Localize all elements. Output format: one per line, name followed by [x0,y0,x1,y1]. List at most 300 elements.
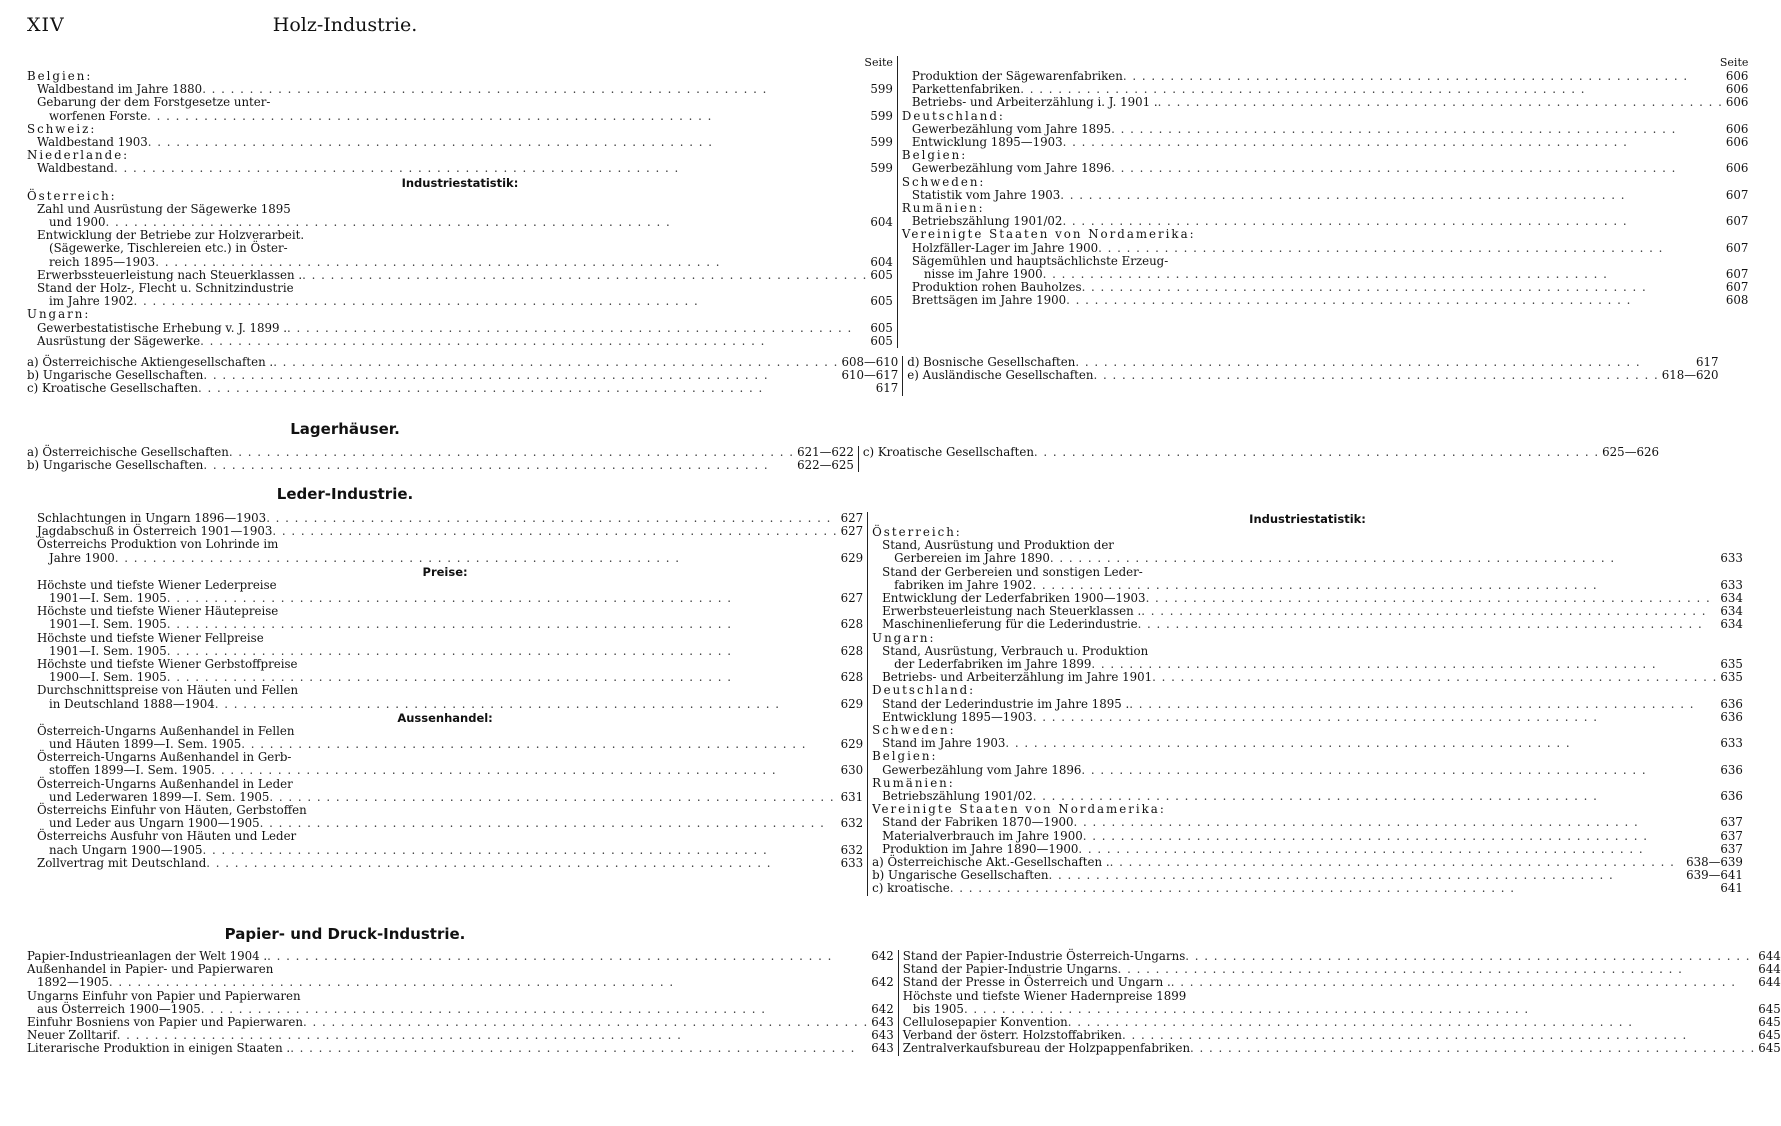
leader-dots [1033,711,1718,724]
page-ref: 634 [1720,617,1743,632]
page-ref: 606 [1725,135,1749,150]
entry-text: Gewerbezählung vom Jahre 1896 [911,161,1112,176]
page-ref: 632 [840,816,864,831]
index-entry [872,882,1743,895]
leader-dots [290,1042,868,1055]
country-heading: Deutschland: [901,108,1005,123]
page-ref: 637 [1720,815,1743,830]
entry-text: (Sägewerke, Tischlereien etc.) in Öster- [49,241,288,256]
entry-text: Entwicklung 1895—1903 [882,709,1033,724]
index-entry [902,136,1748,149]
entry-text: d) Bosnische Gesellschaften [907,355,1076,370]
page-ref: 634 [1720,604,1743,619]
entry-text: Höchste und tiefste Wiener Hadernpreise 1899 [902,988,1187,1003]
leader-dots [267,950,868,963]
index-entry [27,242,893,255]
entry-text: Österreichs Ausfuhr von Häuten und Leder [37,829,297,844]
page-ref: 638—639 [1686,855,1743,870]
holz-section [27,56,1749,396]
country-heading: Belgien: [27,69,93,83]
entry-text: b) Ungarische Gesellschaften [27,368,204,383]
entry-text: Erwerbsteuerleistung nach Steuerklassen . [882,604,1142,619]
index-entry [872,566,1743,579]
entry-text: 1900—I. Sem. 1905 [49,670,167,685]
entry-text: der Lederfabriken im Jahre 1899 [894,657,1092,672]
leader-dots [109,976,868,989]
page-ref: 632 [840,842,864,857]
index-entry [27,1042,894,1055]
entry-text: Holzfäller-Lager im Jahre 1900 [911,240,1099,255]
index-entry [27,382,898,395]
page-ref: 643 [871,1041,894,1056]
page-ref: 627 [840,511,864,525]
holz-companies-left [27,356,903,396]
country-heading: Österreich: [27,188,117,203]
page-number: XIV [27,14,65,36]
entry-text: Betriebs- und Arbeiterzählung i. J. 1901 . [911,95,1158,110]
index-entry [872,830,1743,843]
index-entry [27,322,893,335]
entry-text: aus Österreich 1900—1905 [37,1001,201,1016]
entry-text: Entwicklung der Lederfabriken 1900—1903 [882,591,1146,606]
country-heading: Schweiz: [27,121,97,136]
entry-text: Entwicklung 1895—1903 [911,135,1063,150]
page-ref: 633 [1720,551,1743,566]
entry-text: Zentralverkaufsbureau der Holzpappenfabriken [902,1041,1191,1056]
country-heading: Deutschland: [872,683,976,698]
leader-dots [1063,136,1723,149]
page-header [27,14,663,38]
leader-dots [950,882,1718,895]
subsection-heading: Industriestatistik: [1249,512,1366,526]
leder-title: Leder-Industrie. [276,485,414,503]
entry-text: a) Österreichische Akt.-Gesellschaften . [872,855,1110,870]
entry-text: Stand der Lederindustrie im Jahre 1895 . [882,696,1130,711]
lager-title: Lagerhäuser. [290,420,400,438]
lager-section [27,445,1660,473]
entry-text: Gewerbezählung vom Jahre 1896 [882,762,1082,777]
index-entry [27,764,863,777]
leader-dots [1005,737,1717,750]
page-ref: 625—626 [1602,445,1660,459]
entry-text: in Deutschland 1888—1904 [49,696,215,711]
index-entry [902,189,1748,202]
index-entry [27,684,863,697]
entry-text: bis 1905 [912,1001,964,1016]
leader-dots [202,83,867,96]
entry-text: Höchste und tiefste Wiener Fellpreise [37,630,264,645]
entry-text: Produktion der Sägewarenfabriken [911,69,1123,83]
country-heading: Ungarn: [27,307,91,322]
entry-text: c) Kroatische Gesellschaften [862,445,1034,459]
country-heading: Ungarn: [872,630,936,645]
entry-text: Höchste und tiefste Wiener Lederpreise [37,577,277,592]
page-ref: 635 [1720,657,1743,672]
papier-section [27,949,1781,1056]
page-ref: 636 [1720,709,1743,724]
entry-text: Ausrüstung der Sägewerke [37,333,201,348]
page-ref: 637 [1720,828,1743,843]
seite-label: Seite [864,56,893,69]
entry-text: Stand, Ausrüstung, Verbrauch u. Produktion [882,643,1149,658]
entry-text: Materialverbrauch im Jahre 1900 [882,828,1083,843]
page-ref: 606 [1725,82,1749,97]
papier-title: Papier- und Druck-Industrie. [224,925,466,943]
entry-text: Produktion rohen Bauholzes [911,280,1082,295]
index-entry [872,816,1743,829]
leader-dots [148,136,868,149]
index-entry [27,538,863,551]
entry-text: nisse im Jahre 1900 [923,267,1043,282]
leader-dots [206,857,837,870]
entry-text: e) Ausländische Gesellschaften [907,368,1094,383]
index-entry [902,294,1748,307]
leader-dots [147,110,867,123]
entry-text: Zahl und Ausrüstung der Sägewerke 1895 [37,201,291,216]
entry-text: Österreichs Einfuhr von Häuten, Gerbstoffen [37,803,307,818]
index-entry [27,990,894,1003]
leader-dots [1074,816,1718,829]
entry-text: Cellulosepapier Konvention [902,1015,1068,1030]
leader-dots [287,322,867,335]
page-ref: 631 [840,789,864,804]
leader-dots [1190,1042,1755,1055]
page-ref: 635 [1720,670,1743,685]
entry-text: Parkettenfabriken [911,82,1021,97]
entry-text: Ungarns Einfuhr von Papier und Papierwaren [27,988,301,1003]
entry-text: b) Ungarische Gesellschaften [872,868,1049,883]
entry-text: Gebarung der dem Forstgesetze unter- [37,95,271,110]
page-ref: 644 [1758,962,1781,977]
leader-dots [241,738,837,751]
leader-dots [1138,618,1718,631]
leder-right-column [868,512,1743,896]
index-entry [903,1042,1781,1055]
page-ref: 636 [1720,696,1743,711]
page-ref: 599 [870,161,893,176]
entry-text: reich 1895—1903 [49,254,156,269]
index-entry [27,256,893,269]
page-ref: 629 [840,696,864,711]
entry-text: c) kroatische [872,881,950,896]
page-ref: 629 [840,550,864,565]
entry-text: Neuer Zolltarif [27,1028,117,1043]
entry-text: Waldbestand im Jahre 1880 [37,82,203,97]
leader-dots [203,844,838,857]
page-ref: 605 [870,294,893,309]
papier-left-column [27,950,899,1056]
entry-text: Verband der österr. Holzstoffabriken [902,1028,1122,1043]
seite-label: Seite [1719,56,1749,69]
leader-dots [1152,671,1717,684]
entry-text: Schlachtungen in Ungarn 1896—1903 [37,511,267,525]
leader-dots [1111,162,1723,175]
page-ref: 643 [871,1015,894,1030]
page-ref: 642 [871,975,894,990]
page-ref: 636 [1720,789,1743,804]
index-entry [872,618,1743,631]
index-entry [27,844,863,857]
entry-text: 1892—1905 [37,975,109,990]
index-entry [27,96,893,109]
page-ref: 639—641 [1686,868,1743,883]
entry-text: nach Ungarn 1900—1905 [49,842,203,857]
subsection-heading: Aussenhandel: [397,710,493,725]
holz-right-column [898,56,1748,348]
page-title: Holz-Industrie. [272,14,418,36]
page-ref: 645 [1758,1015,1781,1030]
leader-dots [114,162,867,175]
holz-left-column [27,56,898,348]
page-ref: 628 [840,643,864,658]
papier-right-column [899,950,1781,1056]
index-entry [903,976,1781,989]
page-ref: 608—610 [841,355,899,370]
country-heading: Österreich: [872,525,962,539]
leader-dots [133,295,867,308]
country-heading: Schweden: [901,174,986,189]
index-entry [27,830,863,843]
index-entry [872,737,1743,750]
subsection-heading: Preise: [422,564,468,579]
page-ref: 637 [1720,841,1743,856]
index-entry [863,446,1659,459]
entry-text: c) Kroatische Gesellschaften [27,381,199,396]
index-entry [902,162,1748,175]
index-entry [902,242,1748,255]
index-entry [872,671,1743,684]
entry-text: Höchste und tiefste Wiener Häutepreise [37,604,279,619]
country-heading: Vereinigte Staaten von Nordamerika: [872,802,1166,817]
page-ref: 644 [1758,975,1781,990]
page-ref: 605 [870,267,893,282]
page-ref: 617 [875,381,899,396]
index-entry [872,764,1743,777]
page-ref: 628 [840,617,864,632]
page-ref: 607 [1725,187,1749,202]
country-heading: Vereinigte Staaten von Nordamerika: [901,227,1196,242]
page-ref: 606 [1725,69,1749,83]
leader-dots [167,618,838,631]
leader-dots [1093,369,1658,382]
entry-text: Literarische Produktion in einigen Staaten . [27,1041,291,1056]
page-ref: 607 [1725,267,1749,282]
page-ref: 610—617 [841,368,899,383]
page-ref: 607 [1725,214,1749,229]
country-heading: Belgien: [872,749,938,764]
entry-text: Stand der Presse in Österreich und Ungarn . [902,975,1171,990]
page-ref: 630 [840,763,864,778]
entry-text: Österreich-Ungarns Außenhandel in Fellen [37,723,295,738]
entry-text: a) Österreichische Gesellschaften [27,445,229,459]
leader-dots [272,525,837,538]
holz-companies-right [903,356,1718,396]
entry-text: Österreichs Produktion von Lohrinde im [37,537,279,552]
entry-text: Erwerbssteuerleistung nach Steuerklassen . [37,267,303,282]
entry-text: worfenen Forste [49,108,148,123]
leader-dots [115,552,838,565]
leader-dots [1050,552,1718,565]
leader-dots [1060,189,1723,202]
entry-text: Jagdabschuß in Österreich 1901—1903 [37,524,273,539]
index-entry [903,990,1781,1003]
leader-dots [1066,294,1723,307]
entry-text: Außenhandel in Papier- und Papierwaren [27,962,274,977]
entry-text: Waldbestand [37,161,114,176]
entry-text: und Häuten 1899—I. Sem. 1905 [49,737,242,752]
entry-text: stoffen 1899—I. Sem. 1905 [49,763,212,778]
entry-text: Produktion im Jahre 1890—1900 [882,841,1079,856]
page-ref: 599 [870,108,893,123]
entry-text: Stand, Ausrüstung und Produktion der [882,538,1114,553]
entry-text: Brettsägen im Jahre 1900 [911,293,1067,308]
page-ref: 645 [1758,1028,1781,1043]
index-entry [27,136,893,149]
lager-right-column [859,446,1659,472]
country-heading: Belgien: [901,148,968,163]
page-ref: 629 [840,737,864,752]
leader-dots [200,335,867,348]
leader-dots [211,764,837,777]
page-ref: 642 [871,1001,894,1016]
entry-text: Gerbereien im Jahre 1890 [894,551,1050,566]
entry-text: Betriebszählung 1901/02 [882,789,1033,804]
leader-dots [203,459,794,472]
leader-dots [198,382,873,395]
index-entry [872,711,1743,724]
page-ref: 641 [1720,881,1743,896]
page-ref: 604 [870,215,893,230]
index-entry [27,632,863,645]
index-entry [27,698,863,711]
leder-left-column [27,512,868,896]
page-ref: 633 [1720,577,1743,592]
entry-text: Stand im Jahre 1903 [882,736,1006,751]
country-heading: Niederlande: [27,148,130,163]
index-entry [27,778,863,791]
country-heading: Schweden: [872,723,956,738]
leader-dots [269,791,837,804]
index-entry [27,976,894,989]
entry-text: Stand der Fabriken 1870—1900 [882,815,1074,830]
entry-text: Statistik vom Jahre 1903 [911,187,1061,202]
index-entry [27,295,893,308]
page-ref: 633 [840,855,864,870]
entry-text: a) Österreichische Aktiengesellschaften . [27,355,274,370]
lager-left-column [27,446,859,472]
index-entry [872,552,1743,565]
index-entry [902,96,1748,109]
index-entry [907,369,1718,382]
index-entry [27,618,863,631]
leder-section [27,511,1743,896]
entry-text: Österreich-Ungarns Außenhandel in Leder [37,776,293,791]
index-entry [27,162,893,175]
page-ref: 606 [1725,95,1749,110]
entry-text: Maschinenlieferung für die Lederindustrie [882,617,1138,632]
entry-text: Gewerbezählung vom Jahre 1895 [911,121,1112,136]
entry-text: Höchste und tiefste Wiener Gerbstoffpreise [37,657,298,672]
entry-text: Papier-Industrieanlagen der Welt 1904 . [27,949,268,963]
page-ref: 628 [840,670,864,685]
entry-text: 1901—I. Sem. 1905 [49,591,167,606]
entry-text: Durchschnittspreise von Häuten und Fellen [37,683,299,698]
country-heading: Rumänien: [901,201,985,216]
page-ref: 621—622 [797,445,854,459]
page-ref: 599 [870,82,893,97]
page-ref: 643 [871,1028,894,1043]
entry-text: fabriken im Jahre 1902 [894,577,1033,592]
index-entry [27,552,863,565]
leader-dots [1083,830,1718,843]
page-ref: 645 [1758,1041,1781,1056]
page-ref: 618—620 [1661,368,1719,383]
page-ref: 599 [870,135,893,150]
index-entry [27,459,854,472]
leader-dots [1129,698,1717,711]
leader-dots [215,698,838,711]
entry-text: Zollvertrag mit Deutschland [37,855,207,870]
page-ref: 605 [870,320,893,335]
entry-text: Österreich-Ungarns Außenhandel in Gerb- [37,750,292,765]
entry-text: Einfuhr Bosniens von Papier und Papierwaren [27,1015,303,1030]
entry-text: im Jahre 1902 [49,294,134,309]
entry-text: b) Ungarische Gesellschaften [27,458,204,473]
page-ref: 644 [1758,949,1781,963]
page-ref: 607 [1725,240,1749,255]
page-ref: 636 [1720,762,1743,777]
index-entry [27,335,893,348]
entry-text: Stand der Papier-Industrie Ungarns [902,962,1118,977]
entry-text: Sägemühlen und hauptsächlichste Erzeug- [911,253,1169,268]
entry-text: 1901—I. Sem. 1905 [49,643,167,658]
page-ref: 642 [871,949,894,963]
leader-dots [155,256,867,269]
entry-text: Betriebs- und Arbeiterzählung im Jahre 1901 [882,670,1153,685]
leader-dots [1098,242,1723,255]
entry-text: Waldbestand 1903 [37,135,148,150]
entry-text: Jahre 1900 [49,550,115,565]
page-ref: 622—625 [797,458,854,473]
page-ref: 627 [840,524,864,539]
page-ref: 604 [870,254,893,269]
page-ref: 627 [840,591,864,606]
entry-text: Stand der Gerbereien und sonstigen Leder- [882,564,1143,579]
leader-dots [302,269,867,282]
page-ref: 617 [1696,355,1719,370]
entry-text: Stand der Papier-Industrie Österreich-Ungarns [902,949,1186,963]
entry-text: Gewerbestatistische Erhebung v. J. 1899 . [37,320,288,335]
page-ref: 605 [870,333,893,348]
page-ref: 607 [1725,280,1749,295]
leader-dots [1081,764,1717,777]
page-ref: 634 [1720,591,1743,606]
subsection-heading: Industriestatistik: [401,175,519,190]
leader-dots [1158,96,1723,109]
entry-text: 1901—I. Sem. 1905 [49,617,167,632]
country-heading: Rumänien: [872,775,955,790]
page-ref: 608 [1725,293,1749,308]
entry-text: und Lederwaren 1899—I. Sem. 1905 [49,789,270,804]
page-ref: 645 [1758,1001,1781,1016]
entry-text: Stand der Holz-, Flecht u. Schnitzindustrie [37,281,294,296]
entry-text: Entwicklung der Betriebe zur Holzverarbeit. [37,228,305,243]
entry-text: und Leder aus Ungarn 1900—1905 [49,816,260,831]
index-entry [872,698,1743,711]
page-ref: 606 [1725,121,1749,136]
leader-dots [260,817,838,830]
index-entry [27,110,893,123]
